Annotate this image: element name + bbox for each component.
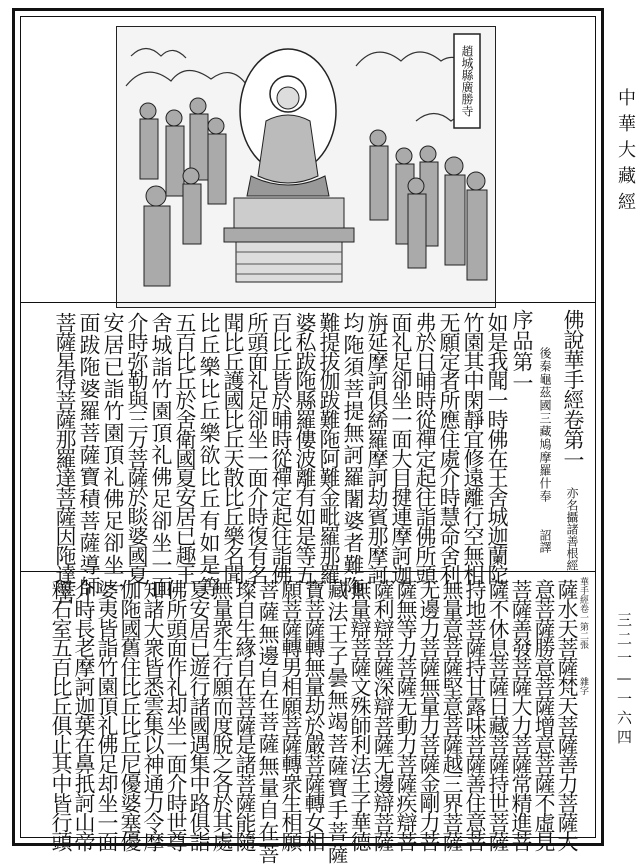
page-header-note-right: 雜字 [578, 677, 588, 695]
text-column: 安居已詣竹園頂礼佛足卻坐一 [101, 312, 125, 598]
text-column: 均陁須菩提無訶羅闍婆者難陁 [341, 312, 365, 598]
text-column: 介時長老摩訶迦葉在鼻扺訶山帝 [72, 579, 96, 851]
text-column: 持地菩薩持甘露味菩薩善住意菩 [463, 579, 487, 851]
text-column: 知諸大衆皆悉雲集以神通力令摩 [141, 579, 165, 851]
text-column: 寶菩薩轉無量劫於嚴菩薩轉女相 [302, 579, 326, 851]
text-column: 璨自生緣自在菩薩是諸菩薩能隨 [233, 579, 257, 851]
buddha-assembly-image [116, 26, 496, 308]
section-divider-top [21, 302, 595, 303]
text-column: 薩利辯菩薩深辯菩薩无邊辯菩薩 [371, 579, 395, 851]
sutra-title: 佛說華手經卷第一 [561, 309, 585, 469]
text-column: 菩薩星得菩薩那羅達菩薩因陁達菩 [53, 312, 77, 604]
text-column: 伽陁國舊住比丘比丘尼優婆塞優 [118, 579, 142, 851]
text-column: 如是我聞一時佛在王舍城迦蘭陀 [485, 312, 509, 584]
text-column: 旃延摩訶俱絺羅摩訶劫賓那摩訶 [365, 312, 389, 584]
translator-line: 後秦龜茲國三藏鳩摩羅什奉 [538, 347, 552, 503]
page-header-note: 華手經卷一第二張 [578, 577, 588, 649]
text-column: 介時弥勒與三万菩薩於睒婆國夏 [125, 312, 149, 584]
text-column: 無量意菩薩堅意菩薩越三界菩薩 [440, 579, 464, 851]
text-column: 面跋陁婆羅菩薩寶積菩薩導師 [77, 312, 101, 598]
text-column: 婆夷皆詣竹園頂礼佛足却坐一面 [95, 579, 119, 851]
page-frame [12, 8, 604, 865]
text-column: 所頭面礼足卻坐一面介時復有名 [245, 312, 269, 584]
page-inner-frame [20, 16, 596, 865]
illustration-caption: 趙城縣廣勝寺 [460, 45, 474, 117]
text-column: 釋石室五百比丘俱止其中皆行頭 [49, 579, 73, 851]
text-column: 無量辯菩薩文殊師利法王子華德 [348, 579, 372, 851]
text-column: 无邊力菩薩無量力菩薩金剛力菩 [417, 579, 441, 851]
sutra-alt-title: 亦名攝諸善根經 [565, 487, 579, 571]
text-column: 意菩薩勝意菩薩增意菩薩不虛見 [532, 579, 556, 851]
text-column: 菩薩善發菩薩大力菩薩常精進菩 [509, 579, 533, 851]
text-column: 無量衆生行願而度脫之各於其處 [210, 579, 234, 851]
text-column: 菩薩無邊自在菩薩無量自在菩 [256, 579, 280, 865]
text-column: 願菩薩轉男相願菩薩轉衆生相願 [279, 579, 303, 851]
text-column: 薩不休息菩薩日藏菩薩持世菩薩 [486, 579, 510, 851]
text-column: 薩無等力菩薩无動力菩薩疾辯菩 [394, 579, 418, 851]
text-column: 百比丘皆於晡時從禪定起往詣佛 [269, 312, 293, 584]
text-column: 難提拔伽跋難陁阿難金毗羅那羅 [317, 312, 341, 584]
text-column: 婆私跋陁縣羅僂波離有如是等五 [293, 312, 317, 584]
chapter-title: 序品第一 [510, 309, 534, 393]
text-column: 五百比丘於舍衛國夏安居已趣王 [173, 312, 197, 584]
edict-note: 詔譯 [538, 529, 552, 553]
frontispiece-illustration [116, 26, 496, 308]
text-column: 薩水天菩薩梵天菩薩善力菩薩大 [555, 579, 579, 851]
text-column: 佛所頭面作礼却坐一面介時世尊 [164, 579, 188, 851]
text-column: 舍城詣竹園頂礼佛足卻坐一面 [149, 312, 173, 598]
text-column: 比丘樂比丘樂欲比丘有如是等 [197, 312, 221, 598]
text-column: 夏安居已遊行諸國遇集中路俱詣 [187, 579, 211, 851]
text-column: 无願定者所應住處介時慧命舍利 [437, 312, 461, 584]
text-column: 弗於日晡時從禪定起往詣佛所頭 [413, 312, 437, 584]
text-column: 面礼足卻坐一面大目揵連摩訶迦 [389, 312, 413, 584]
collection-title: 中華大藏經 [615, 88, 636, 218]
page-number: 三二一—一六四 [615, 612, 633, 748]
text-column: 聞比丘護國比丘天散比丘樂名聞 [221, 312, 245, 584]
text-column: 竹園其中閑靜宜修遠離行空無相 [461, 312, 485, 584]
text-column: 藏法王子曇無竭菩薩寶手菩薩 [325, 579, 349, 865]
